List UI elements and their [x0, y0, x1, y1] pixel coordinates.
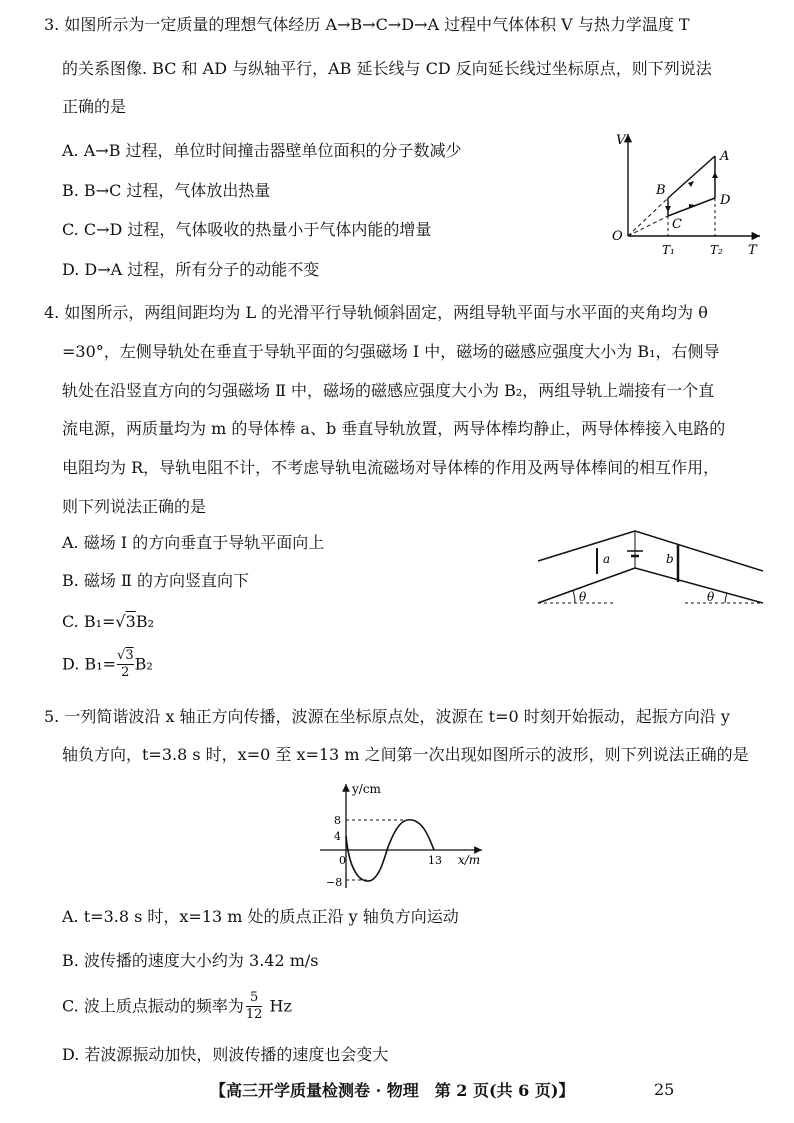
q5-option-c-suffix: Hz — [264, 996, 292, 1016]
q5-option-c-den: 12 — [245, 1007, 263, 1022]
q3-option-b: B. B→C 过程，气体放出热量 — [62, 181, 271, 200]
q5-option-c-prefix: C. 波上质点振动的频率为 — [62, 996, 244, 1016]
q5-option-c-num: 5 — [246, 990, 263, 1007]
q3-point-a: A — [720, 149, 730, 164]
q5-x-tick-13: 13 — [428, 854, 442, 867]
q4-stem-line-5: 电阻均为 R，导轨电阻不计，不考虑导轨电流磁场对导体棒的作用及两导体棒间的相互作用， — [62, 458, 720, 477]
q4-option-a: A. 磁场 Ⅰ 的方向垂直于导轨平面向上 — [62, 533, 325, 552]
q4-label-a: a — [603, 552, 611, 566]
q4-option-d — [62, 648, 153, 688]
q5-y-label: y/cm — [352, 782, 381, 796]
q5-option-c — [62, 990, 292, 1030]
q4-option-c-prefix: C. B₁= — [62, 612, 116, 631]
q4-stem-line-3: 轨处在沿竖直方向的匀强磁场 Ⅱ 中，磁场的磁感应强度大小为 B₂，两组导轨上端接有一个直 — [62, 381, 715, 400]
q4-label-b: b — [666, 552, 674, 566]
q5-wave-graph — [312, 780, 492, 898]
q4-option-d-suffix: B₂ — [134, 654, 153, 674]
q3-stem-line-3: 正确的是 — [62, 97, 127, 116]
q3-option-a: A. A→B 过程，单位时间撞击器壁单位面积的分子数减少 — [62, 141, 462, 160]
q4-stem-line-6: 则下列说法正确的是 — [62, 497, 207, 516]
q4-angle-right: θ — [707, 590, 715, 604]
q3-axis-v: V — [616, 133, 626, 148]
q4-option-c-root: 3 — [125, 612, 136, 631]
q5-option-a: A. t=3.8 s 时，x=13 m 处的质点正沿 y 轴负方向运动 — [62, 907, 459, 926]
q4-stem-line-4: 流电源，两质量均为 m 的导体棒 a、b 垂直导轨放置，两导体棒均静止，两导体棒接入电路的 — [62, 419, 726, 438]
sqrt-symbol: √ — [117, 648, 126, 663]
q5-y-tick-4: 4 — [334, 830, 341, 843]
q4-option-d-num: 3 — [125, 648, 134, 663]
q3-tick-t1: T₁ — [662, 243, 675, 257]
q4-option-b: B. 磁场 Ⅱ 的方向竖直向下 — [62, 571, 249, 590]
q3-option-d: D. D→A 过程，所有分子的动能不变 — [62, 260, 320, 279]
q5-x-tick-0: 0 — [339, 854, 346, 867]
q3-stem-line-1: 3. 如图所示为一定质量的理想气体经历 A→B→C→D→A 过程中气体体积 V 与热力学温度 T — [44, 15, 690, 34]
q4-option-d-prefix: D. B₁= — [62, 654, 117, 674]
q3-point-d: D — [720, 193, 731, 208]
q5-x-label: x/m — [458, 853, 481, 867]
page-footer: 【高三开学质量检测卷 · 物理 第 2 页(共 6 页)】 — [210, 1081, 575, 1100]
q5-option-d: D. 若波源振动加快，则波传播的速度也会变大 — [62, 1045, 389, 1064]
q4-rail-diagram — [535, 525, 767, 610]
q3-origin: O — [612, 229, 623, 244]
q4-option-c — [62, 611, 154, 633]
q4-stem-line-1: 4. 如图所示，两组间距均为 L 的光滑平行导轨倾斜固定，两组导轨平面与水平面的夹角均为 θ — [44, 303, 708, 322]
q5-option-c-fraction — [246, 990, 263, 1023]
q4-option-d-fraction — [117, 648, 134, 681]
q3-stem-line-2: 的关系图像. BC 和 AD 与纵轴平行，AB 延长线与 CD 反向延长线过坐标原点，则下列说法 — [62, 59, 712, 78]
q4-stem-line-2: =30°，左侧导轨处在垂直于导轨平面的匀强磁场 Ⅰ 中，磁场的磁感应强度大小为 B₁，右侧导 — [62, 342, 720, 361]
q3-point-b: B — [656, 183, 666, 198]
q5-option-b: B. 波传播的速度大小约为 3.42 m/s — [62, 951, 319, 970]
page-number: 25 — [654, 1080, 675, 1099]
q3-vt-graph — [600, 128, 765, 263]
q4-angle-left: θ — [579, 590, 587, 604]
q5-y-tick-8: 8 — [334, 814, 341, 827]
q4-option-c-suffix: B₂ — [135, 612, 154, 631]
q3-point-c: C — [672, 217, 682, 232]
sqrt-symbol: √ — [115, 612, 126, 631]
q3-tick-t2: T₂ — [710, 243, 723, 257]
q4-option-d-den: 2 — [121, 665, 130, 680]
q3-axis-t: T — [748, 243, 757, 258]
q5-stem-line-2: 轴负方向，t=3.8 s 时，x=0 至 x=13 m 之间第一次出现如图所示的波形，则下列说法正确的是 — [62, 745, 749, 764]
q5-y-tick-neg8: −8 — [326, 876, 343, 889]
q3-option-c: C. C→D 过程，气体吸收的热量小于气体内能的增量 — [62, 220, 432, 239]
q5-stem-line-1: 5. 一列简谐波沿 x 轴正方向传播，波源在坐标原点处，波源在 t=0 时刻开始振动，起振方向沿 y — [44, 707, 730, 726]
